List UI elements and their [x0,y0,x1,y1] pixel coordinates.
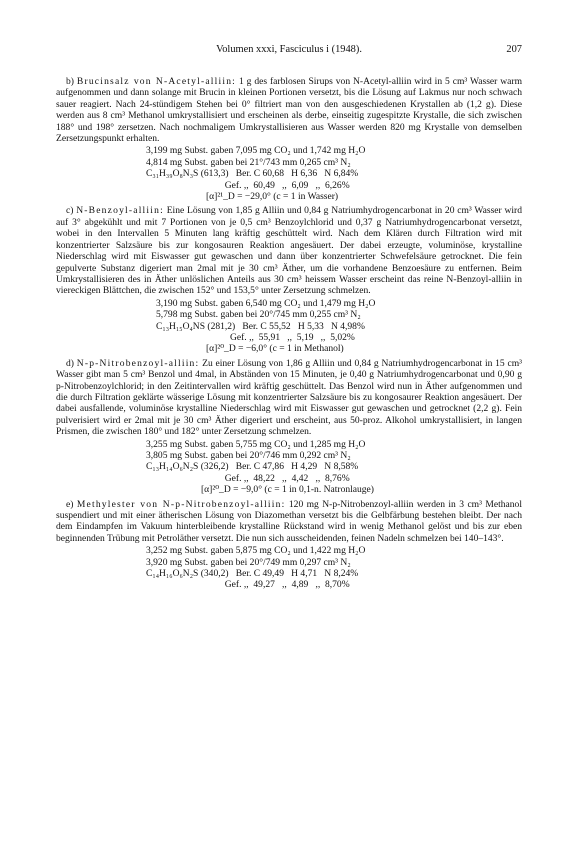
analysis-line: 3,199 mg Subst. gaben 7,095 mg CO₂ und 1,742 mg H₂O [146,145,366,157]
section-text: Eine Lösung von 1,85 g Alliin und 0,84 g Natriumhydrogencarbonat in 20 cm³ Wasser wird auf 3° abgekühlt und mit 7 Portionen von je 0,5 cm³ Benzoylchlorid und 0,37 g Natriumhydrogencarbonat versetzt, wobei in den Intervallen 5 Minuten lang kräftig geschüttelt wird. Nach dem Klären durch Filtration wird mit konzentrierter Salzsäure bis zur kongosauren Reaktion angesäuert. Der dabei erzeugte, voluminöse, krystalline Niederschlag wird mit Eiswasser gut gewaschen und dann über konzentrierter Schwefelsäure getrocknet. Die fein gepulverte Substanz digeriert man 2mal mit je 30 cm³ Äther, um die vorhandene Benzoesäure zu entfernen. Beim Umkrystallisieren des in Äther unlöslichen Anteils aus 30 cm³ heissem Wasser erscheint das reine N-Benzoyl-alliin in viereckigen Blättchen, die zwischen 152° und 153,5° unter Zersetzung schmelzen. [56,205,522,297]
section-label: d) [66,357,77,369]
analysis-block-e [56,545,522,591]
rotation-line: [α]²¹_D = −29,0° (c = 1 in Wasser) [206,191,339,203]
found-line: Gef. ,, 55,91 ,, 5,19 ,, 5,02% [156,331,355,343]
formula-line: C₁₃H₁₄O₆N₂S (326,2) Ber. C 47,86 H 4,29 N 8,58% [146,461,359,473]
analysis-line: 5,798 mg Subst. gaben bei 20°/745 mm 0,255 cm³ N₂ [156,309,361,321]
analysis-block-d [56,439,522,496]
running-header [56,44,522,58]
analysis-line: 3,252 mg Subst. gaben 5,875 mg CO₂ und 1,422 mg H₂O [146,545,366,557]
section-label: e) [66,498,77,510]
section-text: 1 g des farblosen Sirups von N-Acetyl-alliin wird in 5 cm³ Wasser warm aufgenommen und dann solange mit Brucin in kleinen Portionen versetzt, bis die Lösung auf Lakmus nur noch schwach sauer reagiert. Nach 24-stündigem Stehen bei 0° filtriert man von den ausgeschiedenen Krystallen ab (1,2 g). Diese werden aus 8 cm³ Methanol umkrystallisiert und erscheinen als derbe, einseitig zugespitzte Krystalle, die sich zwischen 188° und 198° zersetzen. Nach nochmaligem Umkrystallisieren aus Wasser werden 820 mg Krystalle von demselben Zersetzungspunkt erhalten. [56,76,522,145]
rotation-line: [α]²⁰_D = −9,0° (c = 1 in 0,1-n. Natronlauge) [201,484,374,496]
section-label: c) [66,205,77,217]
found-line: Gef. ,, 49,27 ,, 4,89 ,, 8,70% [146,579,350,591]
formula-line: C₁₄H₁₆O₆N₂S (340,2) Ber. C 49,49 H 4,71 N 8,24% [146,568,359,580]
section-d-paragraph [56,358,522,438]
analysis-line: 4,814 mg Subst. gaben bei 21°/743 mm 0,265 cm³ N₂ [146,156,351,168]
journal-page [56,44,522,594]
section-c-paragraph [56,205,522,296]
formula-line: C₁₃H₁₅O₄NS (281,2) Ber. C 55,52 H 5,33 N 4,98% [156,320,365,332]
section-text: 120 mg N-p-Nitrobenzoyl-alliin werden in 3 cm³ Methanol suspendiert und mit einer ätherischen Lösung von Diazomethan versetzt bis die Gelbfärbung bestehen bleibt. Der nach dem Eindampfen im Vakuum hinterbleibende krystalline Rückstand wird in wenig Methanol gelöst und bis zur eben beginnenden Trübung mit Petroläther versetzt. Die nun sich ausscheidenden, feinen Nadeln schmelzen bei 140–143°. [56,498,522,544]
found-line: Gef. ,, 60,49 ,, 6,09 ,, 6,26% [146,179,350,191]
found-line: Gef. ,, 48,22 ,, 4,42 ,, 8,76% [146,472,350,484]
formula-line: C₃₁H₃₉O₈N₃S (613,3) Ber. C 60,68 H 6,36 N 6,84% [146,168,359,180]
section-b-paragraph [56,76,522,144]
page-number: 207 [506,44,522,55]
section-text: Zu einer Lösung von 1,86 g Alliin und 0,84 g Natriumhydrogencarbonat in 15 cm³ Wasser gibt man 5 cm³ Benzol und 4mal, in Abständen von 15 Minuten, je 0,40 g Natriumhydrogencarbonat und 0,90 g p-Nitrobenzoylchlorid; in den Zeitintervallen wird kräftig geschüttelt. Das Benzol wird nun in Äther aufgenommen und die durch Filtration geklärte wässerige Lösung mit konzentrierter Salzsäure bis zu kongosaurer Reaktion angesäuert. Der dabei ausfallende, voluminöse krystalline Niederschlag wird mit Eiswasser gut gewaschen und getrocknet (2,2 g). Fein pulverisiert wird er 2mal mit je 30 cm³ Äther digeriert und erscheint, aus 50-proz. Alkohol umkrystallisiert, in langen Prismen, die zwischen 180° und 182° unter Zersetzung schmelzen. [56,357,522,438]
section-heading: N-Benzoyl-alliin: [76,205,164,217]
section-label: b) [66,76,77,87]
analysis-line: 3,190 mg Subst. gaben 6,540 mg CO₂ und 1,479 mg H₂O [156,297,376,309]
journal-volume-title: Volumen xxxi, Fasciculus i (1948). [216,44,362,55]
analysis-line: 3,805 mg Subst. gaben bei 20°/746 mm 0,292 cm³ N₂ [146,450,351,461]
rotation-line: [α]²⁰_D = −6,0° (c = 1 in Methanol) [206,343,344,355]
analysis-block-c [56,298,522,355]
analysis-line: 3,920 mg Subst. gaben bei 20°/749 mm 0,297 cm³ N₂ [146,556,351,568]
section-e-paragraph [56,499,522,545]
analysis-line: 3,255 mg Subst. gaben 5,755 mg CO₂ und 1,285 mg H₂O [146,438,366,450]
analysis-block-b [56,145,522,202]
section-heading: Brucinsalz von N-Acetyl-alliin: [76,76,237,87]
section-heading: Methylester von N-p-Nitrobenzoyl-alliin: [76,498,286,510]
section-heading: N-p-Nitrobenzoyl-alliin: [76,357,200,369]
